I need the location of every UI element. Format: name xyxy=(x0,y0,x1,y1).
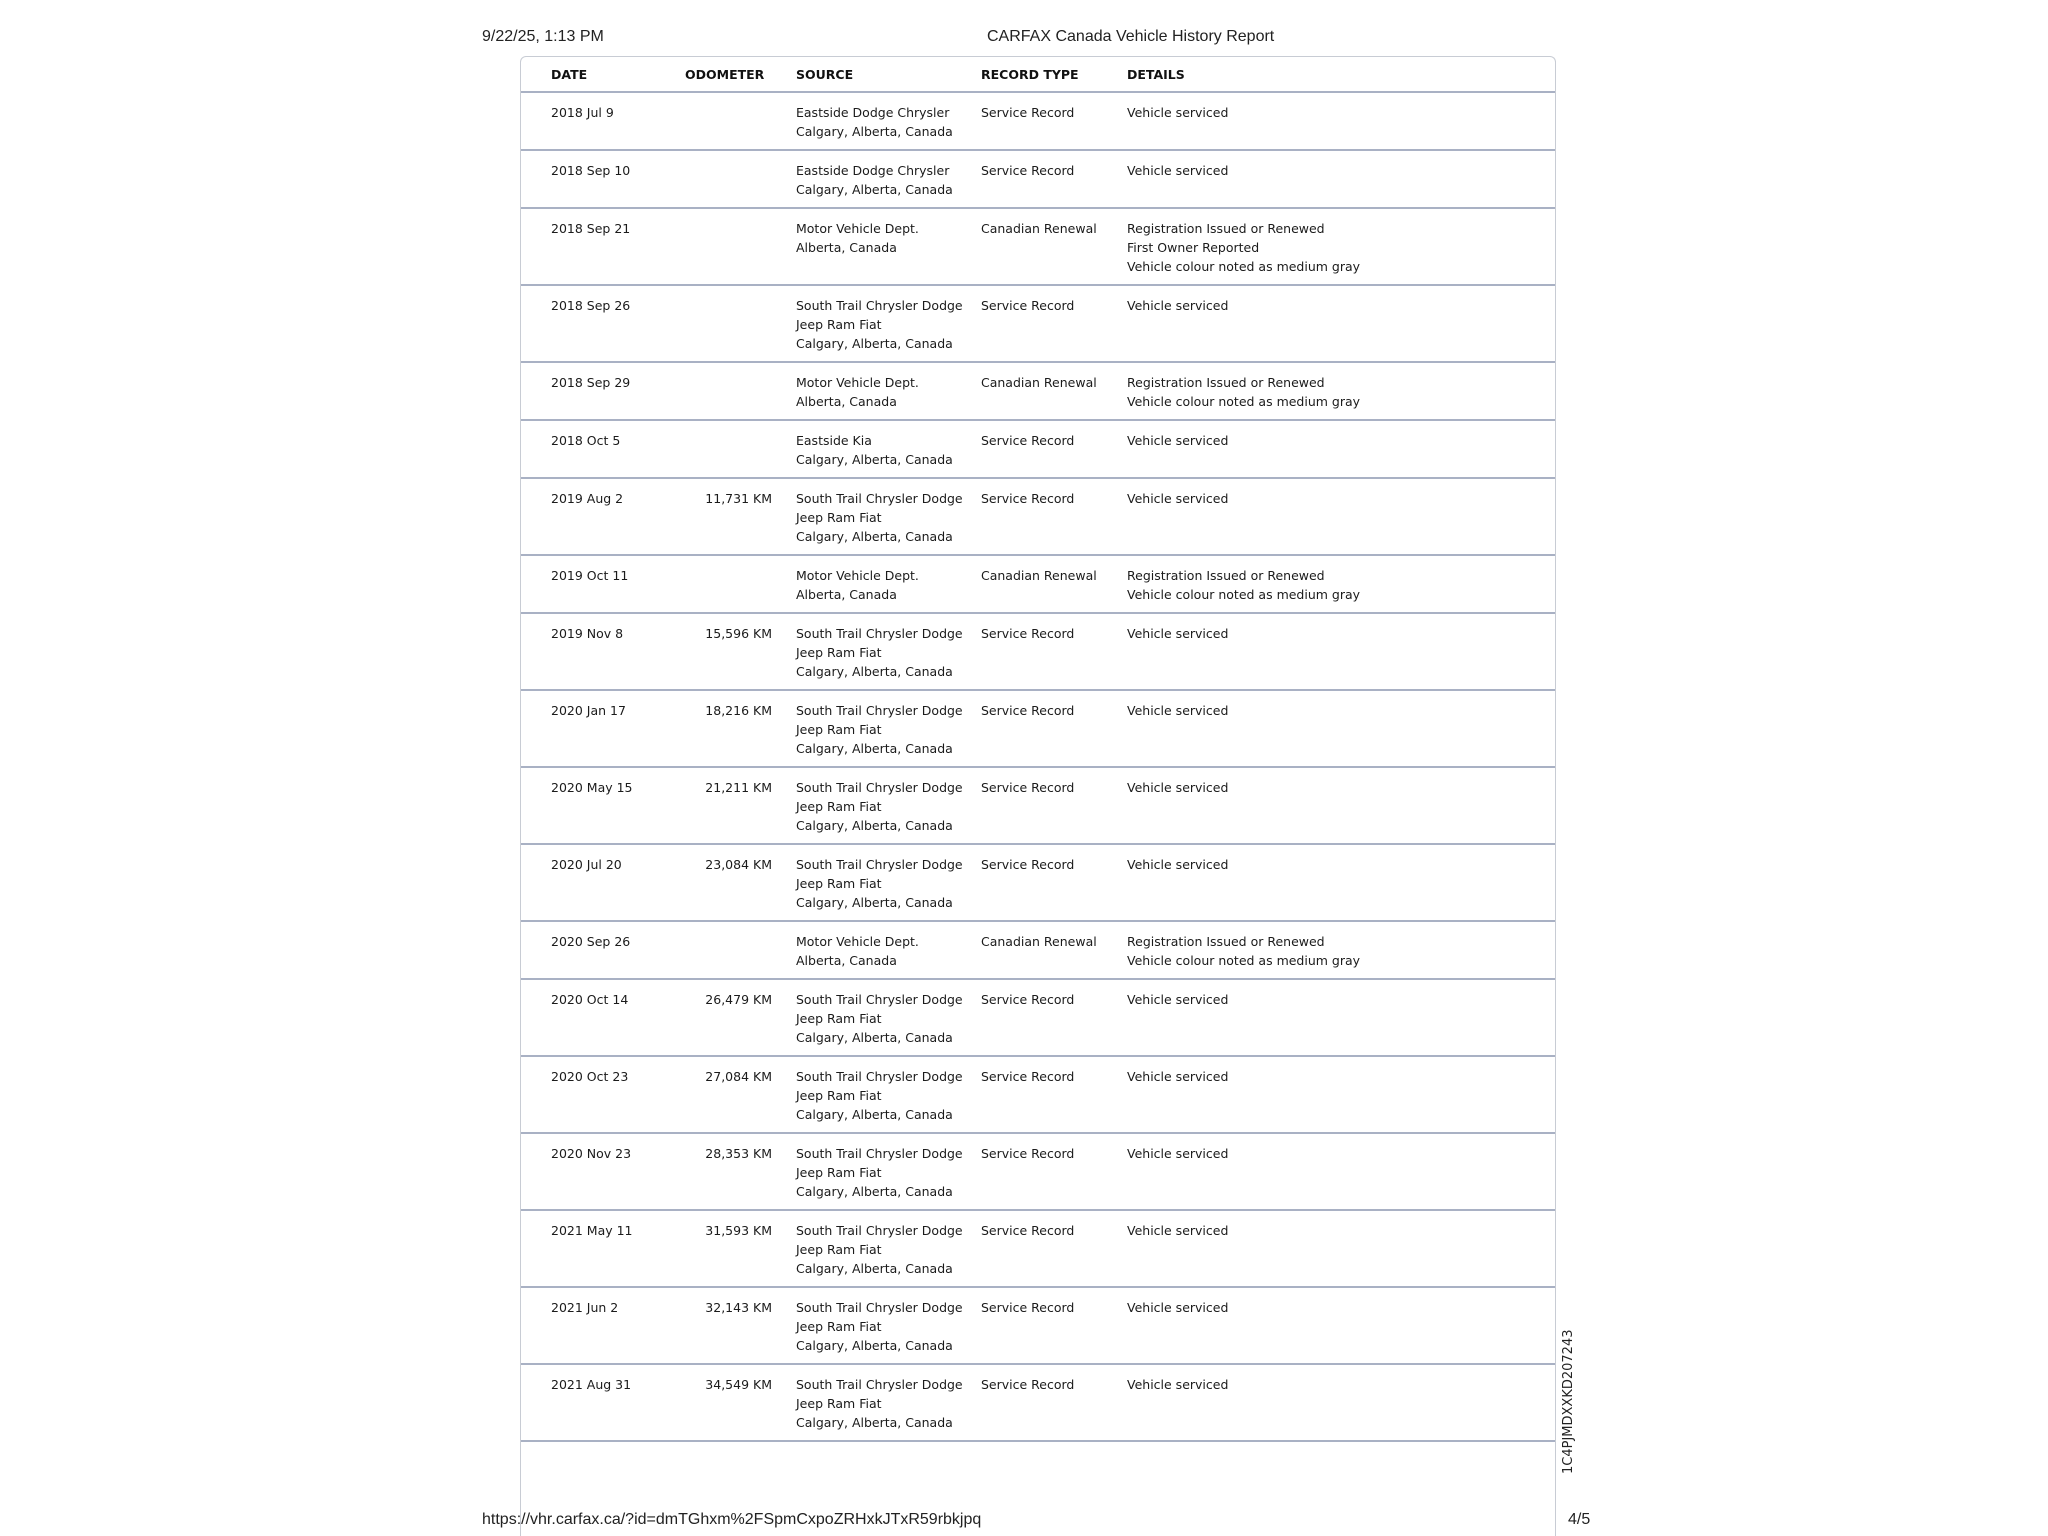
cell-details xyxy=(1127,1287,1555,1364)
details-line: Vehicle serviced xyxy=(1127,163,1229,178)
table-row xyxy=(521,1133,1555,1210)
cell-odometer xyxy=(685,285,796,362)
source-line: Alberta, Canada xyxy=(796,240,897,255)
cell-record-type: Service Record xyxy=(981,1364,1127,1441)
source-line: Jeep Ram Fiat xyxy=(796,876,882,891)
table-row xyxy=(521,1210,1555,1287)
cell-source xyxy=(796,1056,981,1133)
table-row xyxy=(521,92,1555,150)
cell-source xyxy=(796,1287,981,1364)
source-line: South Trail Chrysler Dodge xyxy=(796,992,963,1007)
cell-source xyxy=(796,555,981,613)
details-line: Vehicle serviced xyxy=(1127,1377,1229,1392)
details-line: Vehicle serviced xyxy=(1127,703,1229,718)
table-row xyxy=(521,285,1555,362)
cell-details xyxy=(1127,92,1555,150)
cell-details xyxy=(1127,208,1555,285)
source-line: Jeep Ram Fiat xyxy=(796,1011,882,1026)
source-line: Calgary, Alberta, Canada xyxy=(796,1030,953,1045)
source-line: South Trail Chrysler Dodge xyxy=(796,857,963,872)
table-row xyxy=(521,478,1555,555)
source-line: South Trail Chrysler Dodge xyxy=(796,780,963,795)
source-line: Calgary, Alberta, Canada xyxy=(796,1415,953,1430)
cell-record-type: Service Record xyxy=(981,150,1127,208)
column-header-source: SOURCE xyxy=(796,57,981,92)
print-header-datetime: 9/22/25, 1:13 PM xyxy=(482,28,604,45)
source-line: Jeep Ram Fiat xyxy=(796,1319,882,1334)
source-line: Calgary, Alberta, Canada xyxy=(796,124,953,139)
source-line: Eastside Dodge Chrysler xyxy=(796,105,950,120)
source-line: Jeep Ram Fiat xyxy=(796,799,882,814)
cell-source xyxy=(796,478,981,555)
cell-odometer xyxy=(685,555,796,613)
table-row xyxy=(521,921,1555,979)
source-line: Alberta, Canada xyxy=(796,587,897,602)
cell-details xyxy=(1127,362,1555,420)
cell-source xyxy=(796,844,981,921)
cell-record-type: Service Record xyxy=(981,420,1127,478)
table-row xyxy=(521,979,1555,1056)
cell-date: 2020 Sep 26 xyxy=(521,921,685,979)
cell-details xyxy=(1127,979,1555,1056)
cell-record-type: Service Record xyxy=(981,844,1127,921)
source-line: Motor Vehicle Dept. xyxy=(796,568,919,583)
source-line: Calgary, Alberta, Canada xyxy=(796,1184,953,1199)
table-row xyxy=(521,555,1555,613)
details-line: Registration Issued or Renewed xyxy=(1127,221,1325,236)
source-line: South Trail Chrysler Dodge xyxy=(796,491,963,506)
source-line: South Trail Chrysler Dodge xyxy=(796,626,963,641)
cell-odometer: 27,084 KM xyxy=(685,1056,796,1133)
cell-record-type: Service Record xyxy=(981,979,1127,1056)
details-line: Vehicle colour noted as medium gray xyxy=(1127,394,1361,409)
details-line: Vehicle serviced xyxy=(1127,1223,1229,1238)
details-line: Vehicle serviced xyxy=(1127,992,1229,1007)
details-line: Vehicle colour noted as medium gray xyxy=(1127,259,1361,274)
details-line: Vehicle serviced xyxy=(1127,1146,1229,1161)
cell-record-type: Service Record xyxy=(981,478,1127,555)
cell-date: 2019 Nov 8 xyxy=(521,613,685,690)
cell-details xyxy=(1127,1056,1555,1133)
details-line: Vehicle serviced xyxy=(1127,491,1229,506)
cell-odometer: 31,593 KM xyxy=(685,1210,796,1287)
details-line: Vehicle colour noted as medium gray xyxy=(1127,587,1361,602)
source-line: Alberta, Canada xyxy=(796,953,897,968)
source-line: Jeep Ram Fiat xyxy=(796,1088,882,1103)
cell-record-type: Canadian Renewal xyxy=(981,362,1127,420)
cell-odometer xyxy=(685,92,796,150)
details-line: Vehicle serviced xyxy=(1127,780,1229,795)
cell-source xyxy=(796,1210,981,1287)
source-line: South Trail Chrysler Dodge xyxy=(796,1300,963,1315)
details-line: Vehicle serviced xyxy=(1127,433,1229,448)
cell-source xyxy=(796,767,981,844)
cell-source xyxy=(796,420,981,478)
table-row xyxy=(521,1056,1555,1133)
cell-record-type: Service Record xyxy=(981,690,1127,767)
source-line: Jeep Ram Fiat xyxy=(796,1242,882,1257)
cell-details xyxy=(1127,1133,1555,1210)
cell-details xyxy=(1127,767,1555,844)
cell-source xyxy=(796,690,981,767)
cell-source xyxy=(796,285,981,362)
details-line: Vehicle serviced xyxy=(1127,1069,1229,1084)
source-line: Jeep Ram Fiat xyxy=(796,645,882,660)
cell-details xyxy=(1127,690,1555,767)
details-line: First Owner Reported xyxy=(1127,240,1260,255)
cell-record-type: Canadian Renewal xyxy=(981,555,1127,613)
source-line: Motor Vehicle Dept. xyxy=(796,221,919,236)
cell-details xyxy=(1127,844,1555,921)
cell-record-type: Service Record xyxy=(981,1056,1127,1133)
cell-odometer xyxy=(685,150,796,208)
cell-source xyxy=(796,613,981,690)
cell-odometer: 23,084 KM xyxy=(685,844,796,921)
column-header-record-type: RECORD TYPE xyxy=(981,57,1127,92)
source-line: Motor Vehicle Dept. xyxy=(796,934,919,949)
table-row xyxy=(521,208,1555,285)
cell-odometer: 18,216 KM xyxy=(685,690,796,767)
cell-details xyxy=(1127,613,1555,690)
cell-odometer: 21,211 KM xyxy=(685,767,796,844)
cell-record-type: Service Record xyxy=(981,1210,1127,1287)
cell-source xyxy=(796,979,981,1056)
source-line: Calgary, Alberta, Canada xyxy=(796,452,953,467)
table-row xyxy=(521,1287,1555,1364)
cell-date: 2018 Jul 9 xyxy=(521,92,685,150)
cell-source xyxy=(796,921,981,979)
source-line: Calgary, Alberta, Canada xyxy=(796,895,953,910)
cell-details xyxy=(1127,478,1555,555)
table-row xyxy=(521,1364,1555,1441)
details-line: Registration Issued or Renewed xyxy=(1127,934,1325,949)
source-line: Jeep Ram Fiat xyxy=(796,1396,882,1411)
source-line: Alberta, Canada xyxy=(796,394,897,409)
source-line: Jeep Ram Fiat xyxy=(796,1165,882,1180)
print-footer-url: https://vhr.carfax.ca/?id=dmTGhxm%2FSpmCxpoZRHxkJTxR59rbkjpq xyxy=(482,1511,982,1528)
column-header-details: DETAILS xyxy=(1127,57,1555,92)
cell-details xyxy=(1127,1210,1555,1287)
source-line: South Trail Chrysler Dodge xyxy=(796,1146,963,1161)
source-line: Jeep Ram Fiat xyxy=(796,317,882,332)
source-line: Eastside Dodge Chrysler xyxy=(796,163,950,178)
cell-record-type: Service Record xyxy=(981,285,1127,362)
cell-date: 2018 Sep 21 xyxy=(521,208,685,285)
source-line: Calgary, Alberta, Canada xyxy=(796,529,953,544)
table-header-row xyxy=(521,57,1555,92)
cell-source xyxy=(796,362,981,420)
source-line: Calgary, Alberta, Canada xyxy=(796,1261,953,1276)
cell-details xyxy=(1127,921,1555,979)
source-line: Calgary, Alberta, Canada xyxy=(796,1107,953,1122)
details-line: Vehicle colour noted as medium gray xyxy=(1127,953,1361,968)
print-header-title: CARFAX Canada Vehicle History Report xyxy=(987,28,1275,45)
table-row xyxy=(521,150,1555,208)
cell-date: 2018 Sep 10 xyxy=(521,150,685,208)
cell-date: 2020 Jul 20 xyxy=(521,844,685,921)
table-row xyxy=(521,613,1555,690)
print-footer-page-number: 4/5 xyxy=(1568,1511,1591,1528)
cell-date: 2021 May 11 xyxy=(521,1210,685,1287)
cell-record-type: Canadian Renewal xyxy=(981,208,1127,285)
source-line: South Trail Chrysler Dodge xyxy=(796,1069,963,1084)
cell-odometer xyxy=(685,362,796,420)
cell-date: 2019 Oct 11 xyxy=(521,555,685,613)
details-line: Vehicle serviced xyxy=(1127,105,1229,120)
cell-odometer: 11,731 KM xyxy=(685,478,796,555)
cell-odometer: 28,353 KM xyxy=(685,1133,796,1210)
cell-date: 2020 May 15 xyxy=(521,767,685,844)
details-line: Registration Issued or Renewed xyxy=(1127,568,1325,583)
cell-details xyxy=(1127,150,1555,208)
cell-source xyxy=(796,1133,981,1210)
source-line: Jeep Ram Fiat xyxy=(796,510,882,525)
table-row xyxy=(521,690,1555,767)
cell-source xyxy=(796,208,981,285)
cell-source xyxy=(796,150,981,208)
source-line: Calgary, Alberta, Canada xyxy=(796,664,953,679)
table-row xyxy=(521,844,1555,921)
history-table-card xyxy=(520,56,1556,1536)
cell-record-type: Service Record xyxy=(981,613,1127,690)
cell-odometer xyxy=(685,420,796,478)
cell-details xyxy=(1127,285,1555,362)
cell-odometer xyxy=(685,921,796,979)
cell-odometer: 26,479 KM xyxy=(685,979,796,1056)
source-line: Calgary, Alberta, Canada xyxy=(796,818,953,833)
column-header-odometer: ODOMETER xyxy=(685,57,796,92)
details-line: Vehicle serviced xyxy=(1127,626,1229,641)
vehicle-history-table xyxy=(521,57,1555,1442)
cell-source xyxy=(796,92,981,150)
source-line: Calgary, Alberta, Canada xyxy=(796,182,953,197)
cell-odometer: 32,143 KM xyxy=(685,1287,796,1364)
cell-date: 2021 Jun 2 xyxy=(521,1287,685,1364)
cell-date: 2020 Nov 23 xyxy=(521,1133,685,1210)
cell-odometer xyxy=(685,208,796,285)
cell-record-type: Service Record xyxy=(981,92,1127,150)
vin-side-label: 1C4PJMDXXKD207243 xyxy=(1561,1329,1576,1474)
cell-source xyxy=(796,1364,981,1441)
cell-record-type: Service Record xyxy=(981,1287,1127,1364)
source-line: South Trail Chrysler Dodge xyxy=(796,703,963,718)
source-line: South Trail Chrysler Dodge xyxy=(796,1223,963,1238)
cell-date: 2020 Oct 14 xyxy=(521,979,685,1056)
table-row xyxy=(521,767,1555,844)
source-line: Calgary, Alberta, Canada xyxy=(796,1338,953,1353)
table-row xyxy=(521,362,1555,420)
source-line: Eastside Kia xyxy=(796,433,872,448)
source-line: South Trail Chrysler Dodge xyxy=(796,298,963,313)
details-line: Registration Issued or Renewed xyxy=(1127,375,1325,390)
cell-date: 2018 Oct 5 xyxy=(521,420,685,478)
source-line: South Trail Chrysler Dodge xyxy=(796,1377,963,1392)
table-row xyxy=(521,420,1555,478)
details-line: Vehicle serviced xyxy=(1127,298,1229,313)
cell-date: 2019 Aug 2 xyxy=(521,478,685,555)
cell-odometer: 34,549 KM xyxy=(685,1364,796,1441)
details-line: Vehicle serviced xyxy=(1127,1300,1229,1315)
cell-odometer: 15,596 KM xyxy=(685,613,796,690)
cell-details xyxy=(1127,1364,1555,1441)
cell-date: 2020 Oct 23 xyxy=(521,1056,685,1133)
source-line: Jeep Ram Fiat xyxy=(796,722,882,737)
cell-date: 2018 Sep 26 xyxy=(521,285,685,362)
source-line: Calgary, Alberta, Canada xyxy=(796,741,953,756)
cell-details xyxy=(1127,555,1555,613)
cell-record-type: Canadian Renewal xyxy=(981,921,1127,979)
cell-date: 2018 Sep 29 xyxy=(521,362,685,420)
cell-record-type: Service Record xyxy=(981,767,1127,844)
cell-details xyxy=(1127,420,1555,478)
details-line: Vehicle serviced xyxy=(1127,857,1229,872)
column-header-date: DATE xyxy=(521,57,685,92)
cell-record-type: Service Record xyxy=(981,1133,1127,1210)
source-line: Calgary, Alberta, Canada xyxy=(796,336,953,351)
cell-date: 2021 Aug 31 xyxy=(521,1364,685,1441)
source-line: Motor Vehicle Dept. xyxy=(796,375,919,390)
history-table-body xyxy=(521,92,1555,1441)
cell-date: 2020 Jan 17 xyxy=(521,690,685,767)
